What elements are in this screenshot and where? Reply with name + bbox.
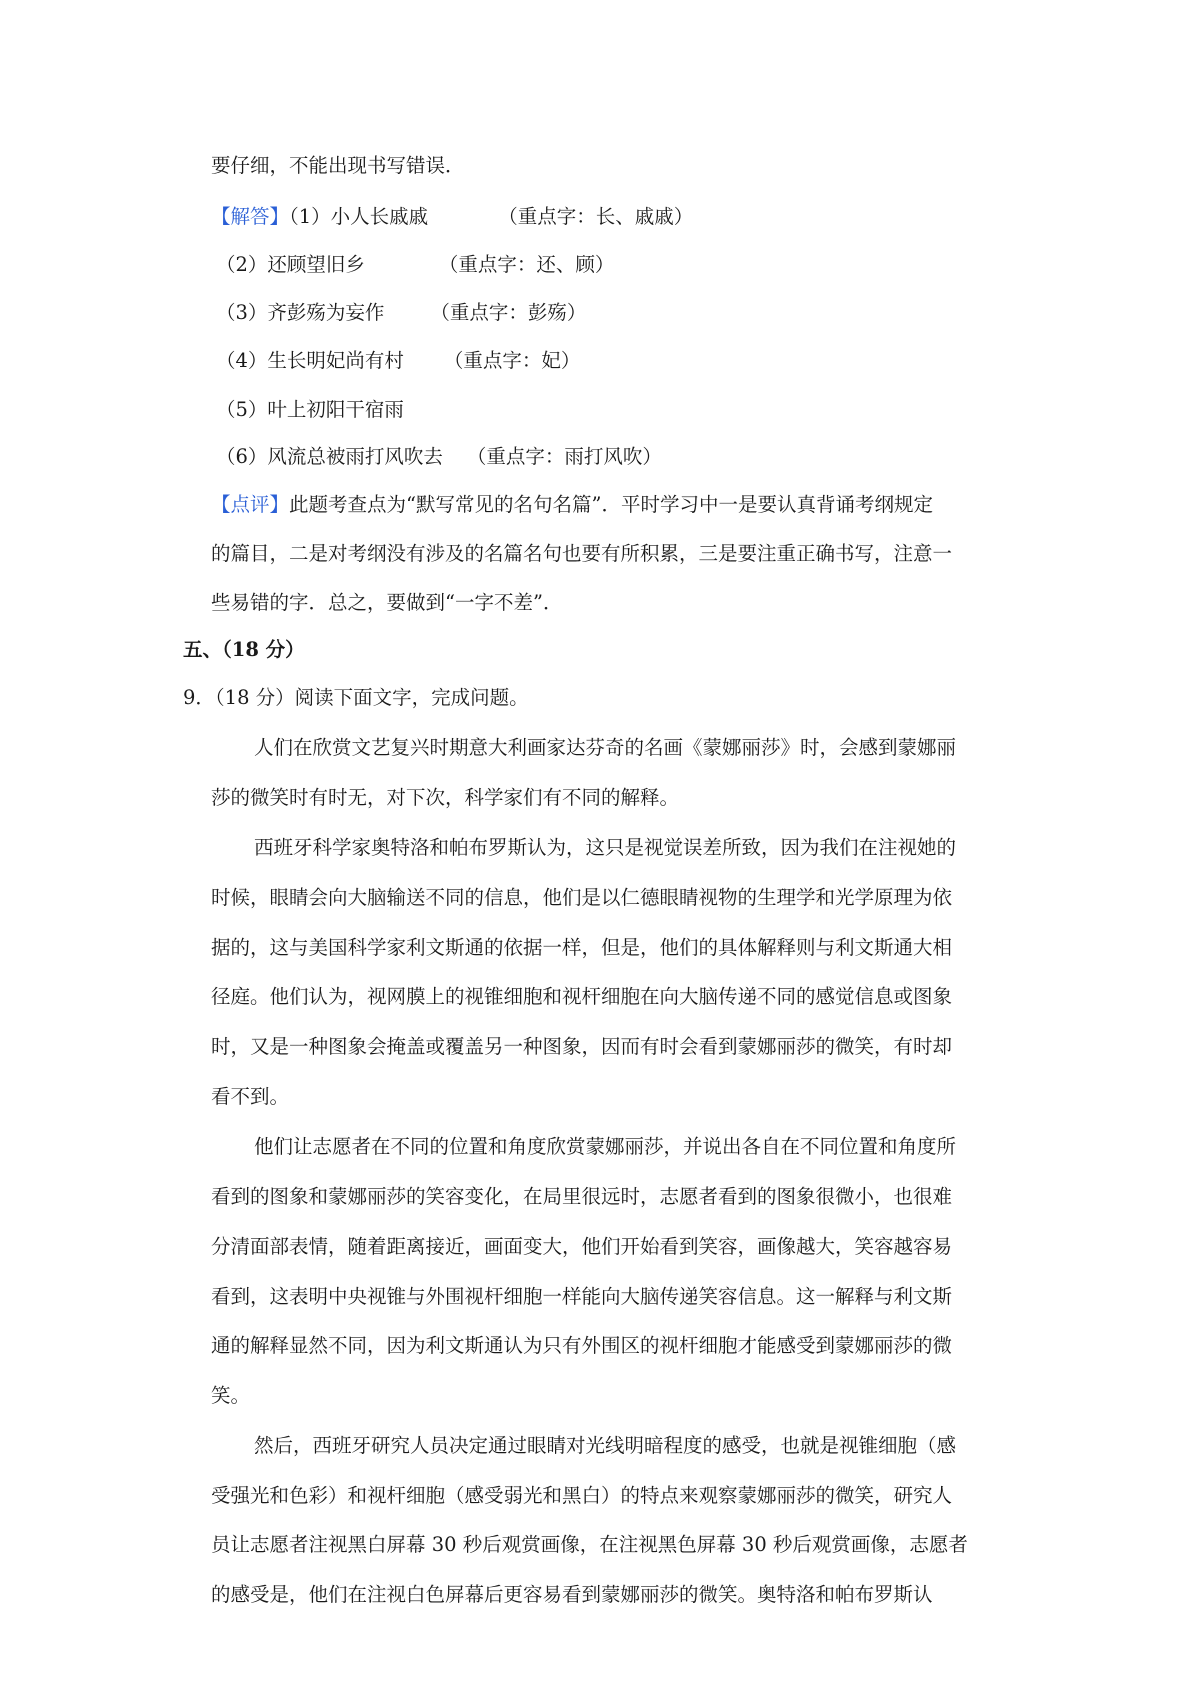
answer-line-3 xyxy=(216,300,586,326)
answer-item-text: （1）小人长戚戚 xyxy=(289,205,429,228)
answer-item-text: （4）生长明妃尚有村 xyxy=(216,349,404,372)
passage-line: 莎的微笑时有时无，对下次，科学家们有不同的解释。 xyxy=(211,786,680,809)
question-stem: 9．（18 分）阅读下面文字，完成问题。 xyxy=(183,686,529,709)
answer-item-note: （重点字：彭殇） xyxy=(430,301,587,324)
passage-line: 据的，这与美国科学家利文斯通的依据一样，但是，他们的具体解释则与利文斯通大相 xyxy=(211,936,953,959)
passage-line: 他们让志愿者在不同的位置和角度欣赏蒙娜丽莎，并说出各自在不同位置和角度所 xyxy=(254,1135,957,1158)
passage-line: 时，又是一种图象会掩盖或覆盖另一种图象，因而有时会看到蒙娜丽莎的微笑，有时却 xyxy=(211,1035,953,1058)
answer-line-4 xyxy=(216,348,580,374)
answer-item-note: （重点字：雨打风吹） xyxy=(466,445,662,468)
answer-line-6 xyxy=(216,444,662,470)
section-heading: 五、（18 分） xyxy=(183,638,305,661)
comment-line-2: 的篇目，二是对考纲没有涉及的名篇名句也要有所积累，三是要注重正确书写，注意一 xyxy=(211,542,953,565)
passage-line: 的感受是，他们在注视白色屏幕后更容易看到蒙娜丽莎的微笑。奥特洛和帕布罗斯认 xyxy=(211,1583,933,1606)
answer-line-5 xyxy=(216,397,404,423)
answer-line-2 xyxy=(216,252,614,278)
answer-line-1 xyxy=(211,204,693,230)
passage-line: 看到，这表明中央视锥与外围视杆细胞一样能向大脑传递笑容信息。这一解释与利文斯 xyxy=(211,1285,953,1308)
passage-line: 时候，眼睛会向大脑输送不同的信息，他们是以仁德眼睛视物的生理学和光学原理为依 xyxy=(211,886,953,909)
answer-item-text: （6）风流总被雨打风吹去 xyxy=(216,445,443,468)
answer-item-note: （重点字：妃） xyxy=(443,349,581,372)
answer-item-note: （重点字：还、顾） xyxy=(438,253,615,276)
passage-line: 通的解释显然不同，因为利文斯通认为只有外围区的视杆细胞才能感受到蒙娜丽莎的微 xyxy=(211,1334,953,1357)
comment-tag: 【点评】 xyxy=(211,493,290,516)
passage-line: 径庭。他们认为，视网膜上的视锥细胞和视杆细胞在向大脑传递不同的感觉信息或图象 xyxy=(211,985,953,1008)
comment-line-1: 【点评】此题考查点为“默写常见的名句名篇”．平时学习中一是要认真背诵考纲规定 xyxy=(211,493,933,516)
passage-line: 西班牙科学家奥特洛和帕布罗斯认为，这只是视觉误差所致，因为我们在注视她的 xyxy=(254,836,957,859)
answer-item-text: （3）齐彭殇为妄作 xyxy=(216,301,385,324)
comment-line-3: 些易错的字．总之，要做到“一字不差”． xyxy=(211,591,563,614)
passage-line: 然后，西班牙研究人员决定通过眼睛对光线明暗程度的感受，也就是视锥细胞（感 xyxy=(254,1434,957,1457)
answer-item-note: （重点字：长、戚戚） xyxy=(498,205,694,228)
passage-line: 笑。 xyxy=(211,1384,251,1407)
passage-line: 人们在欣赏文艺复兴时期意大利画家达芬奇的名画《蒙娜丽莎》时，会感到蒙娜丽 xyxy=(254,736,957,759)
passage-line: 分清面部表情，随着距离接近，画面变大，他们开始看到笑容，画像越大，笑容越容易 xyxy=(211,1235,953,1258)
passage-line: 受强光和色彩）和视杆细胞（感受弱光和黑白）的特点来观察蒙娜丽莎的微笑，研究人 xyxy=(211,1484,953,1507)
answer-item-text: （2）还顾望旧乡 xyxy=(216,253,365,276)
passage-line: 看到的图象和蒙娜丽莎的笑容变化，在局里很远时，志愿者看到的图象很微小，也很难 xyxy=(211,1185,953,1208)
answer-tag: 【解答】 xyxy=(211,205,290,228)
passage-line: 员让志愿者注视黑白屏幕 30 秒后观赏画像，在注视黑色屏幕 30 秒后观赏画像，志愿者 xyxy=(211,1533,968,1556)
answer-item-text: （5）叶上初阳干宿雨 xyxy=(216,398,404,421)
analysis-tail: 要仔细，不能出现书写错误． xyxy=(211,154,465,177)
passage-line: 看不到。 xyxy=(211,1085,290,1108)
